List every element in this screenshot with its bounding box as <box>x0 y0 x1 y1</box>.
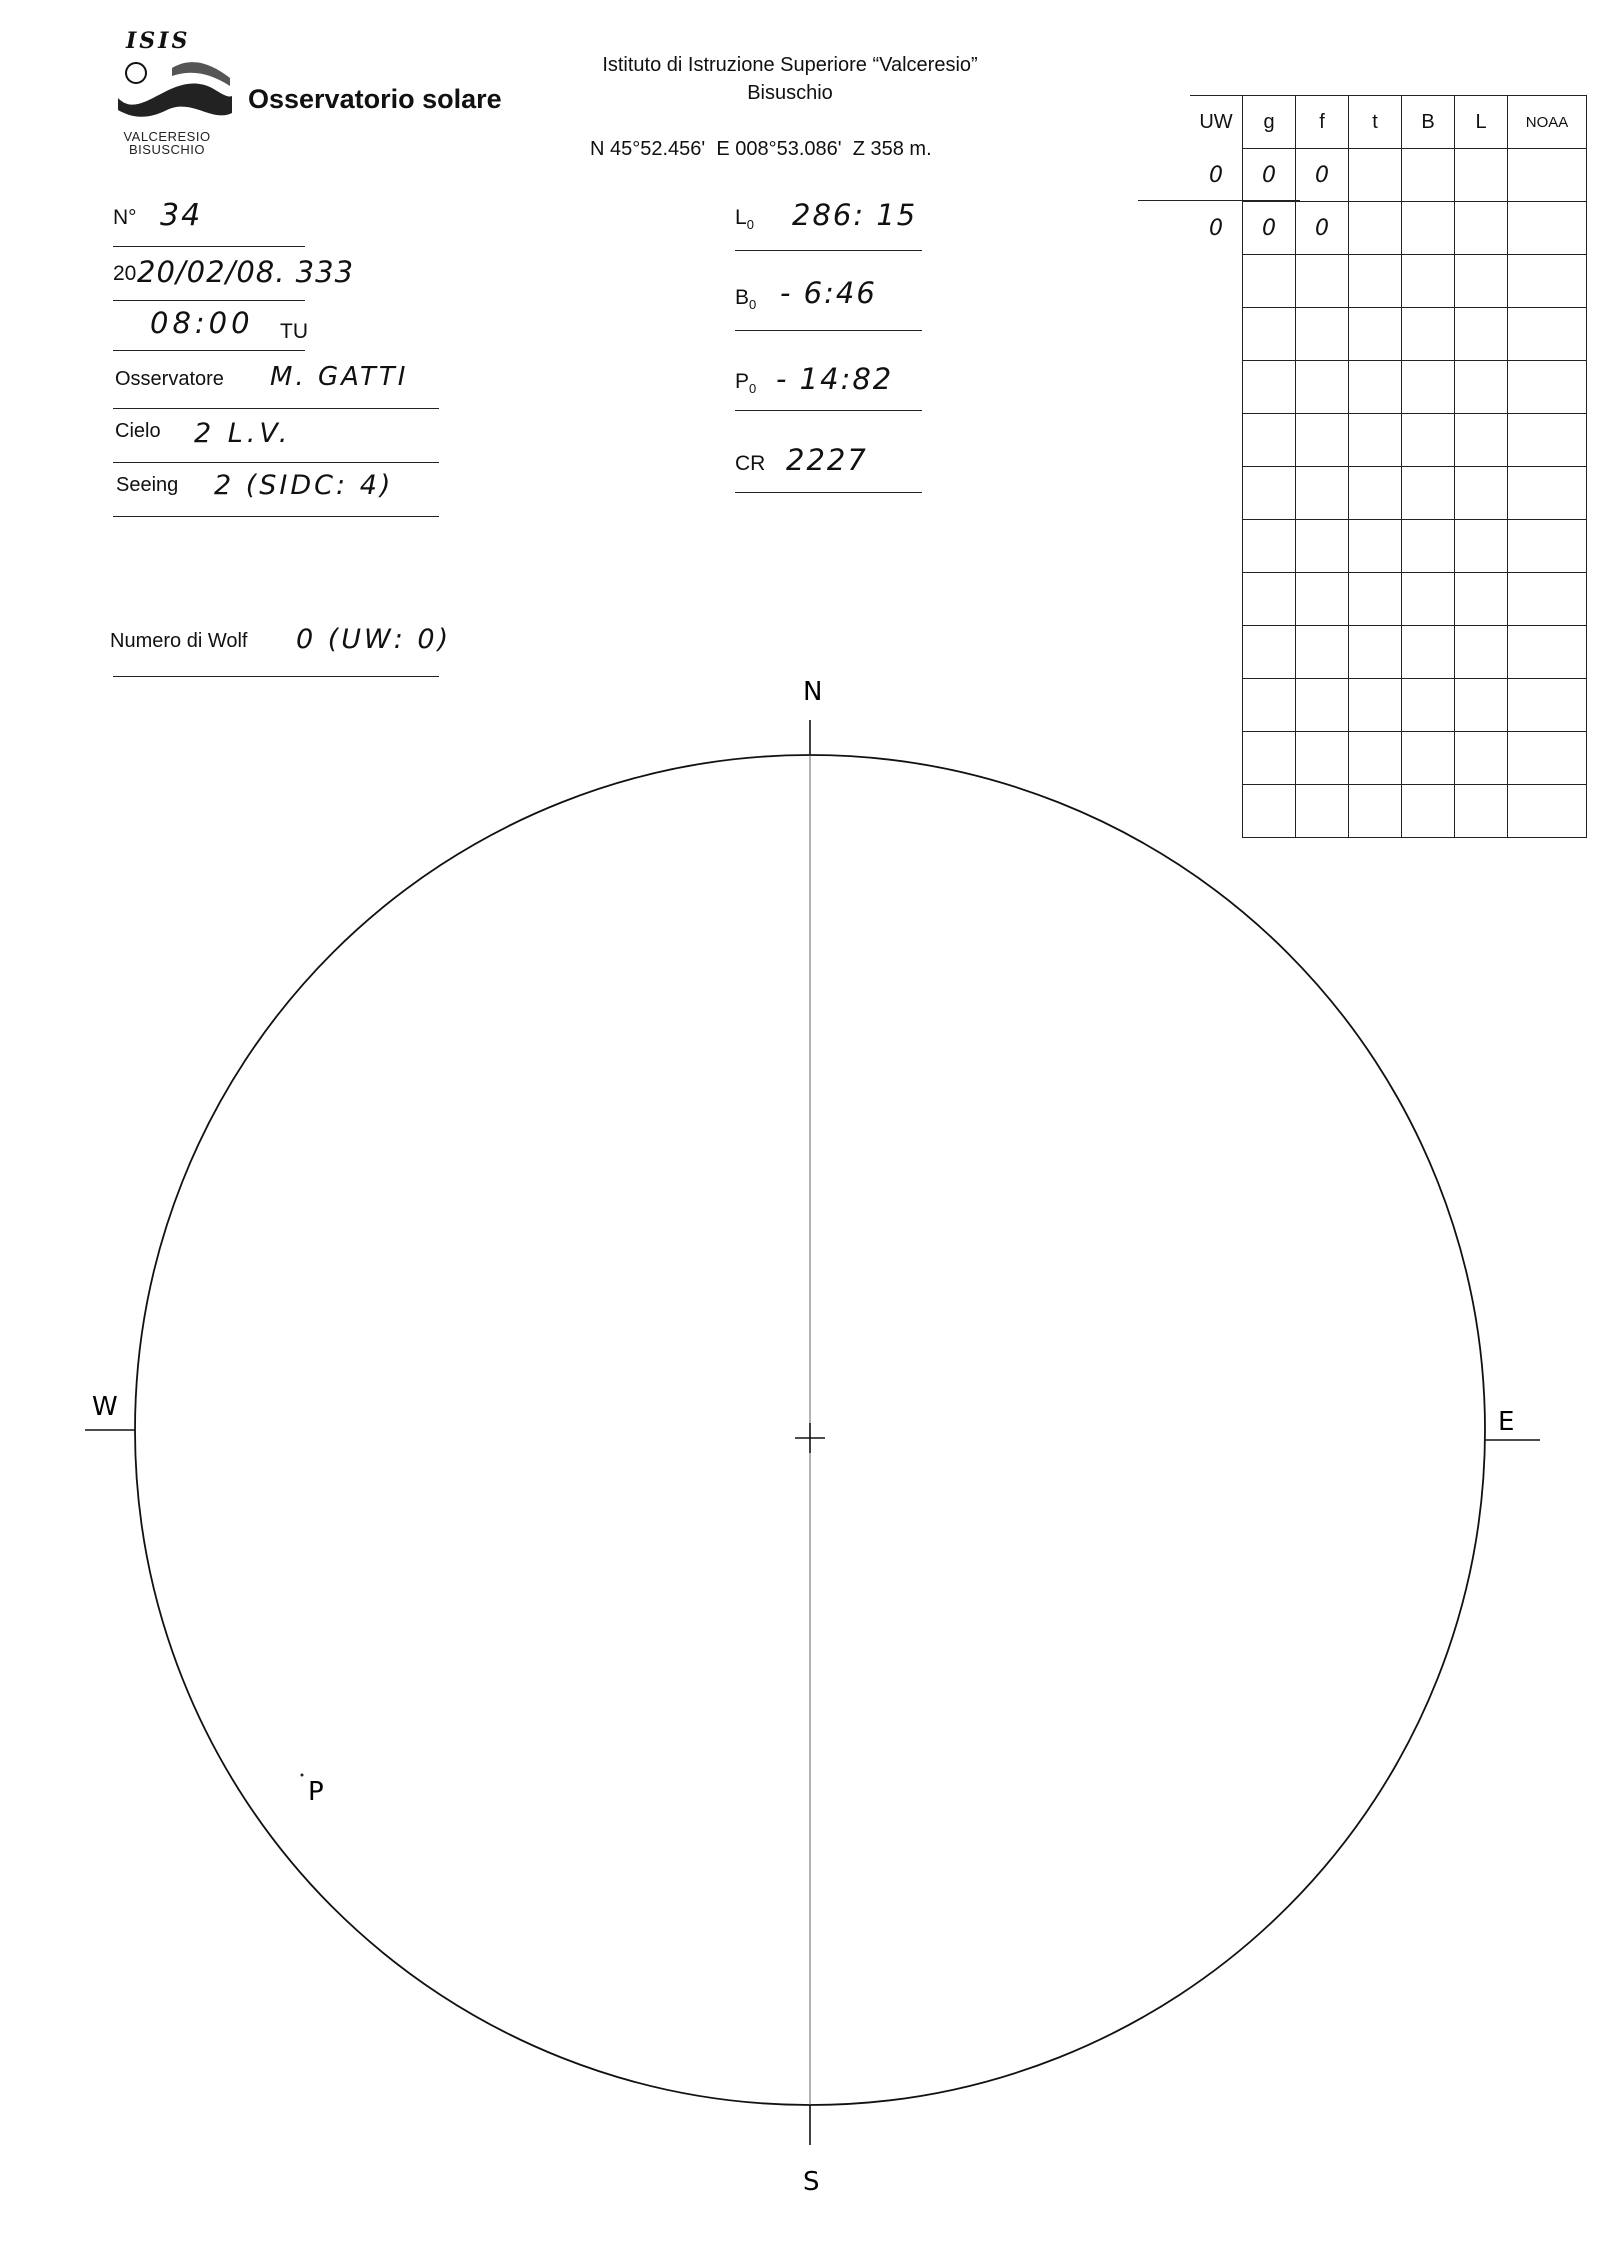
date-prefix: 20 <box>113 262 137 285</box>
table-cell <box>1190 467 1243 520</box>
table-cell <box>1296 467 1349 520</box>
table-header: f <box>1296 96 1349 149</box>
table-cell <box>1402 467 1455 520</box>
table-cell <box>1243 414 1296 467</box>
table-row <box>1190 202 1587 255</box>
table-row <box>1190 255 1587 308</box>
observer-value: M. GATTI <box>270 362 409 392</box>
institute-town: Bisuschio <box>747 82 833 104</box>
table-cell <box>1296 361 1349 414</box>
table-cell: 0 <box>1190 149 1243 202</box>
table-cell <box>1349 202 1402 255</box>
svg-text:ISIS: ISIS <box>126 28 191 54</box>
table-cell <box>1349 149 1402 202</box>
table-cell <box>1455 202 1508 255</box>
table-cell <box>1243 467 1296 520</box>
table-cell <box>1296 308 1349 361</box>
table-cell: 0 <box>1243 149 1296 202</box>
table-strike-line <box>1138 200 1300 201</box>
south-label: S <box>803 2167 820 2197</box>
table-cell <box>1190 255 1243 308</box>
table-row <box>1190 361 1587 414</box>
date-value: 20/02/08. 333 <box>137 255 355 289</box>
table-cell <box>1349 467 1402 520</box>
table-cell <box>1455 414 1508 467</box>
table-cell <box>1349 520 1402 573</box>
table-cell <box>1190 308 1243 361</box>
table-header: B <box>1402 96 1455 149</box>
solar-disk-chart <box>70 660 1550 2200</box>
seeing-label: Seeing <box>116 474 179 496</box>
table-cell: 0 <box>1296 202 1349 255</box>
table-header: g <box>1243 96 1296 149</box>
logo-line1: VALCERESIO <box>123 129 211 144</box>
number-value: 34 <box>160 198 203 233</box>
table-cell <box>1402 308 1455 361</box>
wolf-label: Numero di Wolf <box>110 630 248 652</box>
table-cell <box>1455 467 1508 520</box>
p0-underline <box>735 410 922 411</box>
table-cell <box>1349 361 1402 414</box>
table-cell <box>1296 520 1349 573</box>
table-cell <box>1508 467 1587 520</box>
table-row <box>1190 467 1587 520</box>
table-row <box>1190 149 1587 202</box>
pole-label: P <box>308 1777 324 1807</box>
sky-value: 2 L.V. <box>194 418 292 449</box>
table-cell <box>1296 573 1349 626</box>
table-cell <box>1402 202 1455 255</box>
table-cell <box>1508 255 1587 308</box>
table-cell <box>1349 414 1402 467</box>
table-cell <box>1402 520 1455 573</box>
north-label: N <box>803 677 823 707</box>
table-cell <box>1455 361 1508 414</box>
seeing-underline <box>113 516 439 517</box>
table-cell <box>1455 520 1508 573</box>
table-cell <box>1243 361 1296 414</box>
time-unit: TU <box>280 320 308 343</box>
observer-underline <box>113 408 439 409</box>
table-row <box>1190 308 1587 361</box>
table-cell <box>1190 520 1243 573</box>
table-cell <box>1243 308 1296 361</box>
table-cell <box>1402 361 1455 414</box>
table-cell <box>1455 255 1508 308</box>
table-cell <box>1190 361 1243 414</box>
wolf-value: 0 (UW: 0) <box>296 624 452 655</box>
table-cell <box>1508 202 1587 255</box>
table-cell <box>1243 573 1296 626</box>
table-cell <box>1243 520 1296 573</box>
pole-dot <box>301 1774 304 1777</box>
table-cell: 0 <box>1296 149 1349 202</box>
institute-name: Istituto di Istruzione Superiore “Valceresio” <box>602 54 978 76</box>
table-cell: 0 <box>1190 202 1243 255</box>
observatory-coordinates: N 45°52.456' E 008°53.086' Z 358 m. <box>590 138 932 160</box>
table-cell <box>1349 308 1402 361</box>
time-underline <box>113 350 305 351</box>
table-header: L <box>1455 96 1508 149</box>
table-cell: 0 <box>1243 202 1296 255</box>
seeing-value: 2 (SIDC: 4) <box>214 470 394 501</box>
l0-underline <box>735 250 922 251</box>
p0-label: $P_0$ <box>735 370 757 397</box>
table-cell <box>1402 414 1455 467</box>
table-header: UW <box>1190 96 1243 149</box>
table-cell <box>1402 573 1455 626</box>
table-cell <box>1508 414 1587 467</box>
table-cell <box>1508 149 1587 202</box>
p0-value: - 14:82 <box>776 362 894 396</box>
table-cell <box>1402 149 1455 202</box>
b0-underline <box>735 330 922 331</box>
table-row <box>1190 520 1587 573</box>
l0-label: $L_0$ <box>735 206 754 233</box>
table-cell <box>1190 414 1243 467</box>
table-cell <box>1190 573 1243 626</box>
table-cell <box>1455 149 1508 202</box>
table-cell <box>1508 308 1587 361</box>
west-label: W <box>92 1392 118 1422</box>
sky-label: Cielo <box>115 420 161 442</box>
table-header: t <box>1349 96 1402 149</box>
cr-value: 2227 <box>786 443 868 477</box>
l0-value: 286: 15 <box>792 198 918 232</box>
table-row <box>1190 573 1587 626</box>
logo-line2: BISUSCHIO <box>128 142 205 157</box>
table-cell <box>1402 255 1455 308</box>
east-label: E <box>1498 1407 1515 1437</box>
table-cell <box>1508 520 1587 573</box>
table-header-row <box>1190 96 1587 149</box>
number-label: N° <box>113 206 137 229</box>
b0-label: $B_0$ <box>735 286 757 313</box>
table-cell <box>1508 573 1587 626</box>
cr-underline <box>735 492 922 493</box>
number-underline <box>113 246 305 247</box>
sky-underline <box>113 462 439 463</box>
cr-label: CR <box>735 452 766 475</box>
time-value: 08:00 <box>150 306 254 340</box>
table-cell <box>1349 255 1402 308</box>
table-cell <box>1455 573 1508 626</box>
table-cell <box>1243 255 1296 308</box>
date-underline <box>113 300 305 301</box>
observer-label: Osservatore <box>115 368 224 390</box>
table-cell <box>1296 255 1349 308</box>
table-cell <box>1508 361 1587 414</box>
table-cell <box>1349 573 1402 626</box>
table-row <box>1190 414 1587 467</box>
table-cell <box>1455 308 1508 361</box>
b0-value: - 6:46 <box>780 276 877 310</box>
page-title: Osservatorio solare <box>248 84 502 114</box>
table-header: NOAA <box>1508 96 1587 149</box>
table-cell <box>1296 414 1349 467</box>
